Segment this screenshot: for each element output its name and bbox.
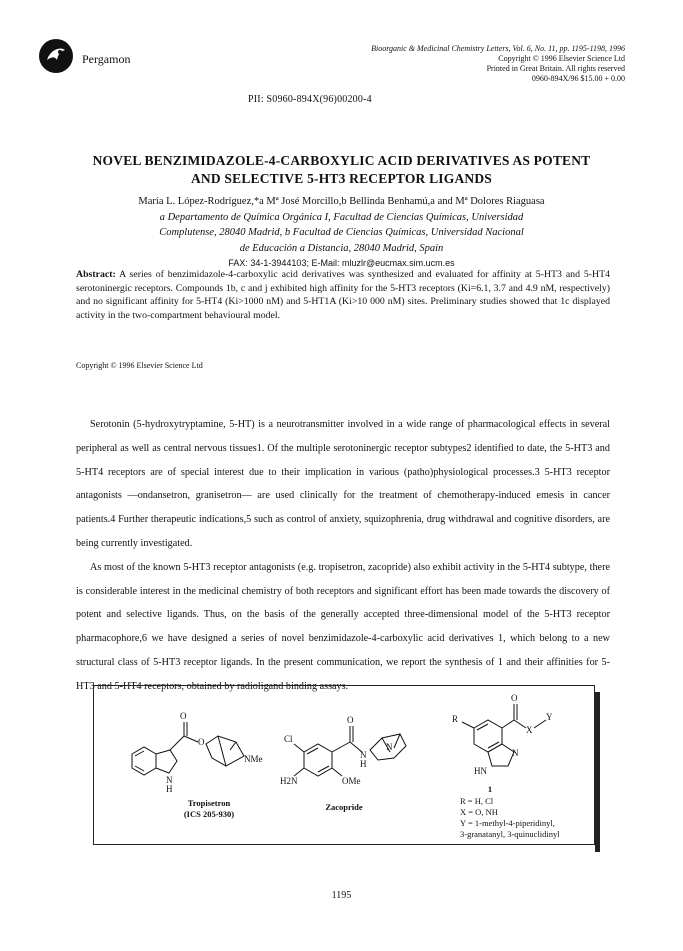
- publisher-logo: [38, 38, 158, 78]
- tropisetron-o-ester: O: [198, 737, 205, 747]
- compound1-definitions: [460, 796, 590, 840]
- abstract-text: A series of benzimidazole-4-carboxylic acid derivatives was synthesized and evaluated for affinity at 5-HT3 and 5-HT4 serotoninergic receptors. Compounds 1b, c and j exhibited high affinity for the 5-HT3 receptors (Ki=6.1, 3.7 and 4.9 nM, respectively) and no significant affinity for 5-HT4 (Ki>1000 nM) and 5-HT1A (Ki>10 000 nM) sites. Preliminary studies showed that 1c displayed activity in the two-compartment behavioural model.: [76, 269, 610, 322]
- journal-copyright: Copyright © 1996 Elsevier Science Ltd: [498, 54, 625, 63]
- affiliation-line-3: de Educación a Distancia, 28040 Madrid, Spain: [239, 242, 444, 254]
- benzimidazole-benzene-ring: [474, 720, 502, 752]
- affiliation-line-1: a Departamento de Química Orgánica I, Facultad de Ciencias Químicas, Universidad: [159, 211, 524, 223]
- author-names: María L. López-Rodríguez,*a Mª José Morcillo,b Bellinda Benhamú,a and Mª Dolores Riaguasa: [138, 196, 545, 207]
- zacopride-h2n: H2N: [280, 776, 298, 786]
- body-text: [76, 413, 610, 699]
- y-definition-2: 3-granatanyl, 3-quinuclidinyl: [460, 829, 560, 839]
- title-line-2: AND SELECTIVE 5-HT3 RECEPTOR LIGANDS: [190, 171, 492, 186]
- zacopride-o: O: [347, 715, 354, 725]
- zacopride-label: Zacopride: [325, 802, 363, 812]
- tropisetron-n: N: [166, 775, 173, 785]
- abstract-label: Abstract:: [76, 269, 116, 280]
- zacopride-benzene-ring: [304, 744, 332, 776]
- compound-number: 1: [487, 784, 493, 794]
- compound1-o: O: [511, 693, 518, 703]
- page-number: 1195: [331, 890, 352, 901]
- tropisetron-h: H: [166, 784, 173, 794]
- zacopride-ring-n: N: [386, 742, 393, 752]
- compound1-hn: HN: [474, 766, 487, 776]
- journal-citation: Bioorganic & Medicinal Chemistry Letters, Vol. 6, No. 11, pp. 1195-1198, 1996: [371, 44, 625, 53]
- tropisetron-o-carbonyl: O: [180, 711, 187, 721]
- journal-info: [265, 44, 625, 84]
- journal-price: 0960-894X/96 $15.00 + 0.00: [531, 74, 625, 83]
- tropisetron-label: [154, 798, 264, 820]
- compound1-y: Y: [546, 712, 553, 722]
- zacopride-ome: OMe: [342, 776, 361, 786]
- affiliation-line-2: Complutense, 28040 Madrid, b Facultad de Ciencias Químicas, Universidad Nacional: [159, 227, 524, 238]
- x-definition: X = O, NH: [460, 807, 498, 817]
- paragraph-1: Serotonin (5-hydroxytryptamine, 5-HT) is a neurotransmitter involved in a wide range of pharmacological effects in several peripheral as well as central nervous tissues1. Of the multiple serotoninergic receptor subtypes2 identified to date, the 5-HT3 and 5-HT4 receptors are of special interest due to their implication in various (patho)physiological processes.3 5-HT3 receptor antagonists —ondansetron, granisetron— are used clinically for the treatment of chemotherapy-induced emesis in cancer patients.4 Further therapeutic indications,5 such as control of anxiety, squizophrenia, drug withdrawal and cognitive disorders, are being currently investigated.: [76, 419, 610, 549]
- tropisetron-code: (ICS 205-930): [183, 809, 235, 819]
- publisher-name: Pergamon: [82, 52, 131, 66]
- imidazole-ring: [488, 744, 514, 766]
- tropisetron-nme: NMe: [244, 754, 263, 764]
- zacopride-amide-h: H: [360, 759, 367, 769]
- abstract-copyright: Copyright © 1996 Elsevier Science Ltd: [76, 361, 203, 370]
- y-definition-1: Y = 1-methyl-4-piperidinyl,: [460, 818, 555, 828]
- paragraph-2: As most of the known 5-HT3 receptor antagonists (e.g. tropisetron, zacopride) also exhibit activity in the 5-HT4 subtype, there is considerable interest in the medicinal chemistry of both receptors and significant effort has been made towards the discovery of potent and selective ligands. Thus, on the basis of the generally accepted three-dimensional model of the 5-HT3 receptor pharmacophore,6 we have designed a series of novel benzimidazole-4-carboxylic acid derivatives 1, which belong to a new structural class of 5-HT3 receptor ligands. In the present communication, we report the synthesis of 1 and their affinities for 5-HT3 and 5-HT4 receptors, obtained by radioligand binding assays.: [76, 561, 610, 692]
- abstract: [76, 268, 610, 323]
- compound1-n: N: [512, 748, 519, 758]
- tropisetron-name: Tropisetron: [187, 798, 231, 808]
- journal-printed: Printed in Great Britain. All rights reserved: [486, 64, 625, 73]
- tropisetron-pyrrole-ring: [156, 750, 177, 773]
- author-block: [60, 194, 623, 272]
- contact-info: FAX: 34-1-3944103; E-Mail: mluzlr@eucmax.sim.ucm.es: [228, 258, 455, 268]
- pergamon-emblem-icon: [38, 38, 74, 74]
- r-definition: R = H, Cl: [460, 796, 494, 806]
- zacopride-cl: Cl: [284, 734, 293, 744]
- paper-title: [60, 152, 623, 188]
- compound1-r: R: [452, 714, 459, 724]
- structures-figure: [93, 685, 595, 845]
- pii-identifier: PII: S0960-894X(96)00200-4: [248, 94, 372, 105]
- title-line-1: NOVEL BENZIMIDAZOLE-4-CARBOXYLIC ACID DERIVATIVES AS POTENT: [92, 153, 591, 168]
- zacopride-amide-n: N: [360, 750, 367, 760]
- compound1-x: X: [526, 725, 533, 735]
